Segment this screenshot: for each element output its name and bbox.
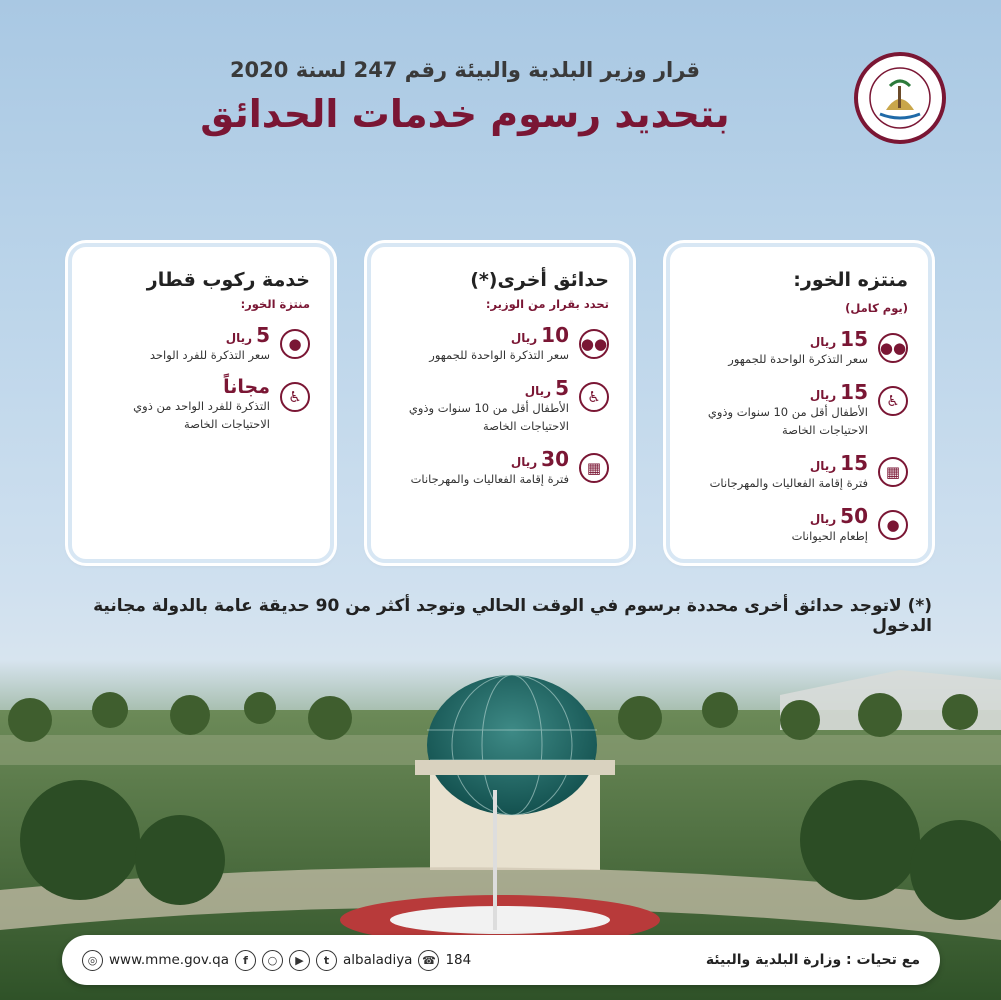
fee-currency: ريال [524,384,552,399]
facebook-icon[interactable]: f [235,950,256,971]
calendar-icon: ▦ [579,453,609,483]
fee-item [686,504,908,545]
phone-icon[interactable]: ☎ [418,950,439,971]
wheelchair-icon: ♿ [878,386,908,416]
ministry-logo [850,48,965,148]
fee-description: الأطفال أقل من 10 سنوات وذوي الاحتياجات الخاصة [408,401,569,433]
globe-icon: ◎ [82,950,103,971]
fee-currency: ريال [809,512,837,526]
fee-description: فترة إقامة الفعاليات والمهرجانات [709,475,868,490]
fee-value: 15 [840,327,868,351]
animal-feeding-icon: ● [878,510,908,540]
fee-description: سعر التذكرة الواحدة للجمهور [728,352,868,366]
fee-value: 15 [840,380,868,405]
fee-currency: ريال [510,331,538,345]
page-header [140,58,790,136]
group-icon: ●● [579,329,609,359]
fee-value: 5 [555,376,569,401]
fee-item [88,323,310,364]
fee-item [387,447,609,488]
page-title: بتحديد رسوم خدمات الحدائق [200,92,730,136]
fee-currency: ريال [809,388,837,403]
fee-value: 15 [840,450,868,475]
fee-description: سعر التذكرة الواحدة للجمهور [429,348,569,362]
footnote: (*) لاتوجد حدائق أخرى محددة برسوم في الوقت الحالي وتوجد أكثر من 90 حديقة عامة بالدولة مجانية الدخول [93,596,932,636]
fee-currency: ريال [225,331,253,345]
fee-currency: ريال [809,458,837,473]
card-title: حدائق أخرى(*) [470,269,609,291]
fee-item [686,451,908,492]
calendar-icon: ▦ [878,457,908,487]
footer-credits: مع تحيات : وزارة البلدية والبيئة [705,952,920,968]
fee-description: الأطفال أقل من 10 سنوات وذوي الاحتياجات الخاصة [707,405,868,437]
card-title: منتزه الخور: [793,269,908,291]
website-link[interactable]: www.mme.gov.qa [109,952,229,968]
fee-item [686,380,908,439]
fee-description: التذكرة للفرد الواحد من ذوي الاحتياجات الخاصة [133,399,270,431]
fee-description: فترة إقامة الفعاليات والمهرجانات [410,471,569,486]
card-train-ride [68,243,334,563]
fee-description: سعر التذكرة للفرد الواحد [149,348,270,362]
phone-number[interactable]: 184 [445,952,472,968]
wheelchair-icon: ♿ [280,382,310,412]
fee-value: 30 [541,446,569,471]
card-al-khor-park [666,243,932,563]
fee-item [88,376,310,433]
card-subtitle: منتزة الخور: [240,297,310,311]
decision-subtitle: قرار وزير البلدية والبيئة رقم 247 لسنة 2020 [229,58,701,82]
wheelchair-icon: ♿ [579,382,609,412]
fee-item [387,376,609,435]
instagram-icon[interactable]: ○ [262,950,283,971]
fee-item [686,327,908,368]
social-handle[interactable]: albaladiya [342,952,413,968]
footer-bar [62,935,940,985]
card-title: خدمة ركوب قطار [146,269,310,291]
fee-description: إطعام الحيوانات [791,529,868,543]
group-icon: ●● [878,333,908,363]
fee-item [387,323,609,364]
fee-currency: ريال [510,454,538,469]
fee-free: مجاناً [223,376,270,399]
person-icon: ● [280,329,310,359]
fee-value: 5 [256,323,270,347]
card-subtitle: تحدد بقرار من الوزير: [485,297,609,311]
fee-value: 10 [541,323,569,347]
card-other-parks [367,243,633,563]
fee-value: 50 [840,504,868,528]
contact-info [82,950,471,971]
youtube-icon[interactable]: ▶ [289,950,310,971]
twitter-icon[interactable]: t [316,950,337,971]
card-subtitle: (يوم كامل) [845,301,908,315]
fee-currency: ريال [809,335,837,349]
